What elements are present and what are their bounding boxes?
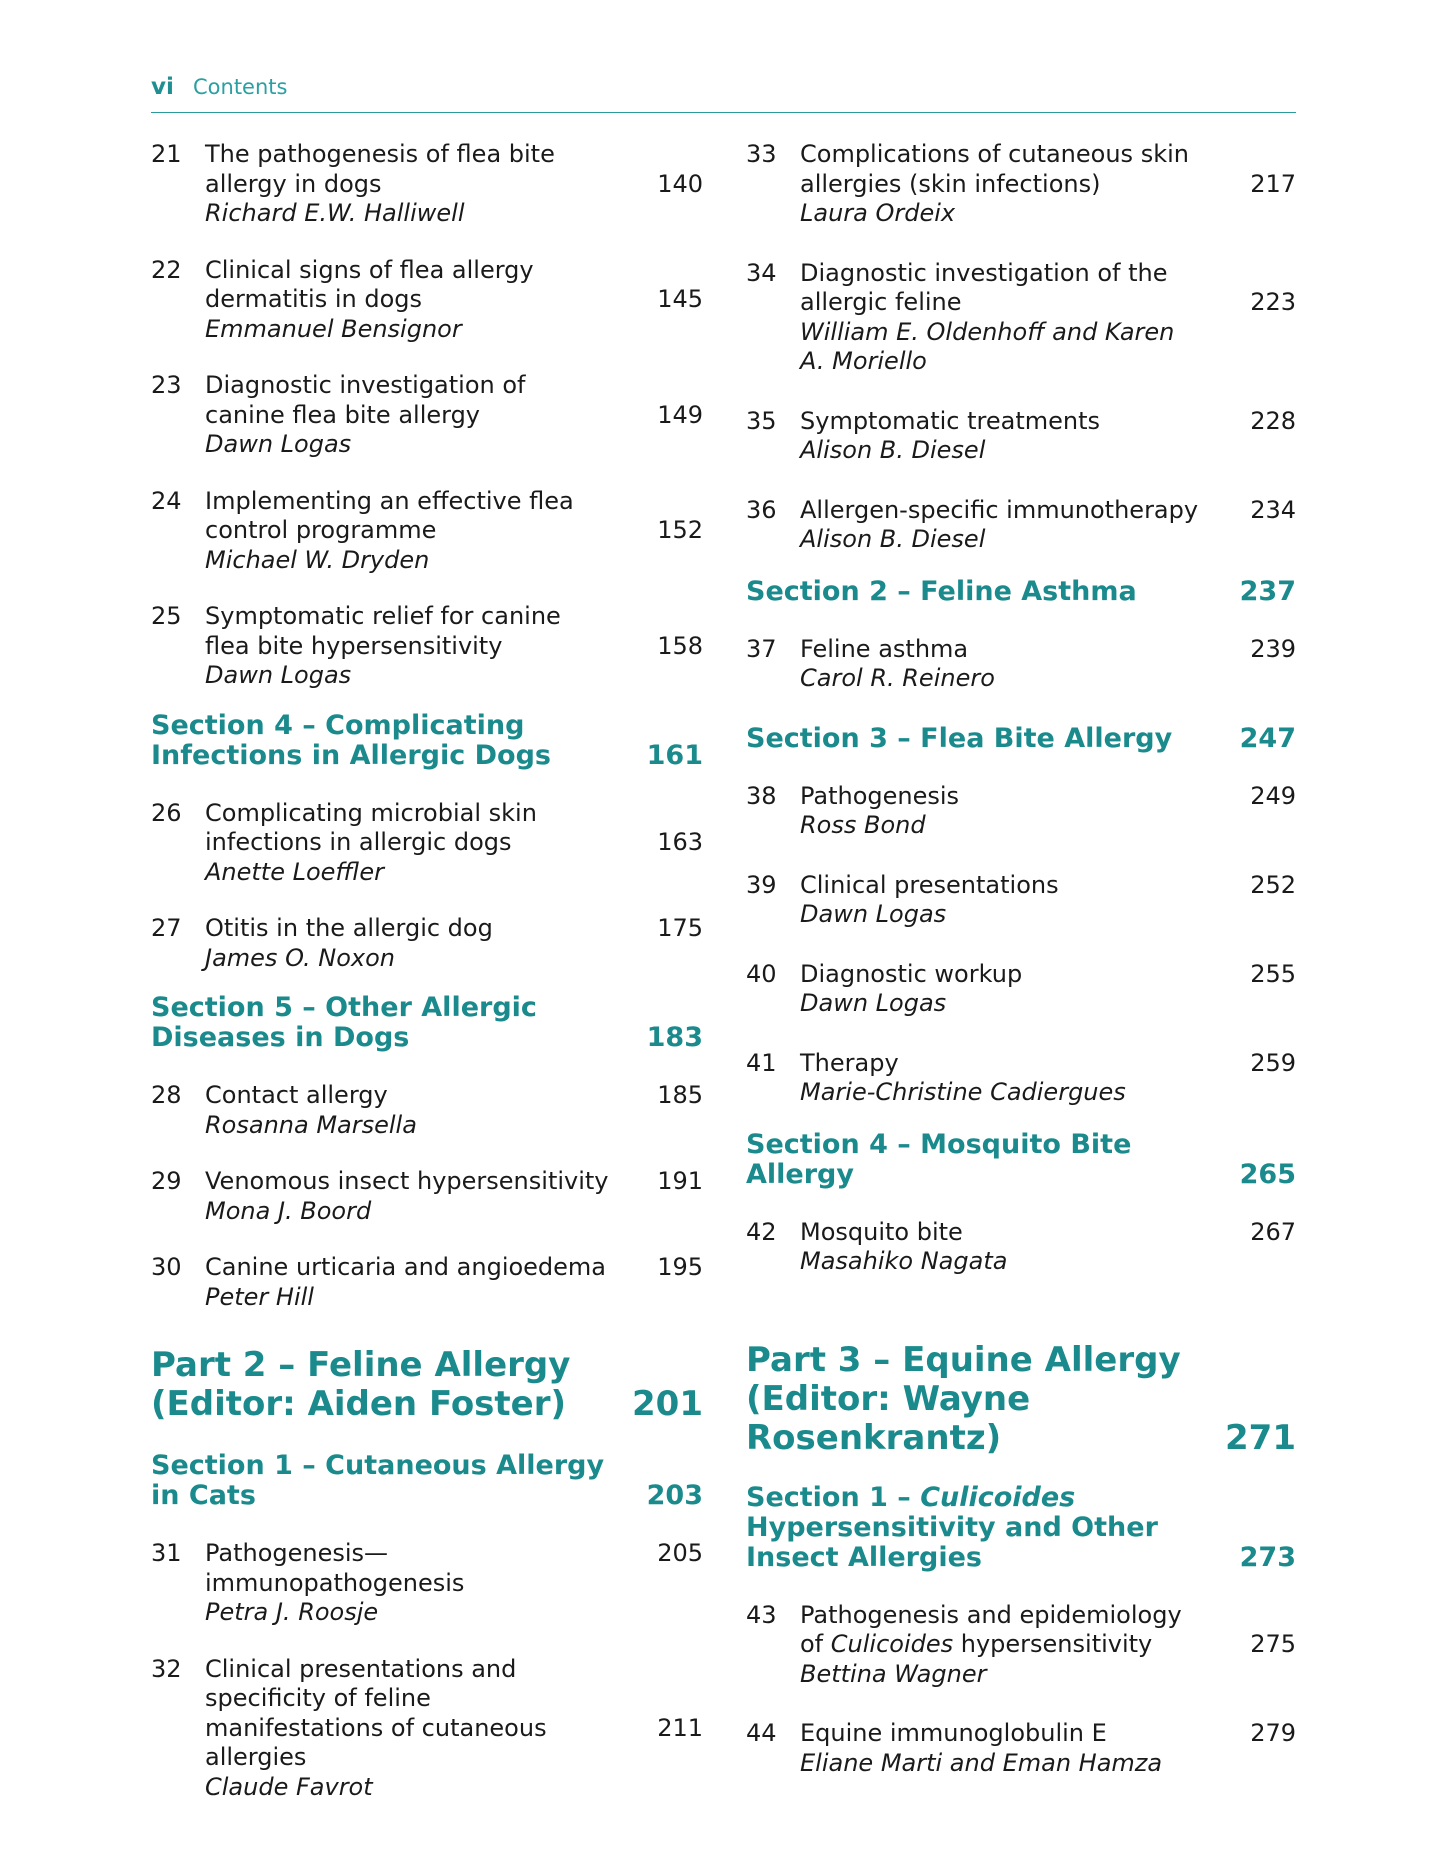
toc-entry[interactable] (151, 914, 703, 973)
section-heading[interactable] (746, 1483, 1296, 1573)
section-title: Section 3 – Flea Bite Allergy (746, 722, 1173, 754)
chapter-title: Feline asthma (800, 634, 969, 663)
entry-body (800, 1049, 1204, 1108)
entry-body (205, 371, 611, 460)
page-ref: 205 (657, 1539, 703, 1567)
chapter-number: 30 (151, 1253, 182, 1281)
toc-entry[interactable] (746, 1719, 1296, 1778)
page-ref: 265 (1239, 1158, 1296, 1190)
chapter-number: 24 (151, 486, 182, 515)
chapter-author: William E. Oldenhoff and Karen A. Moriello (800, 317, 1175, 375)
chapter-author: Rosanna Marsella (205, 1110, 417, 1139)
page-ref: 217 (1250, 169, 1296, 198)
chapter-title: Equine immunoglobulin E (800, 1719, 1107, 1747)
entry-body (800, 140, 1204, 229)
entry-body (800, 960, 1204, 1019)
page-ref: 149 (657, 400, 703, 429)
toc-entry[interactable] (151, 1655, 703, 1803)
page-ref: 247 (1239, 722, 1296, 754)
chapter-author: Bettina Wagner (800, 1659, 987, 1688)
page-ref: 183 (646, 1022, 703, 1053)
entry-body (205, 1253, 611, 1312)
page-ref: 195 (657, 1253, 703, 1281)
page-ref: 185 (657, 1081, 703, 1109)
entry-body (800, 407, 1204, 466)
chapter-author: Dawn Logas (800, 989, 947, 1017)
toc-entry[interactable] (151, 1081, 703, 1140)
toc-entry[interactable] (746, 259, 1296, 377)
chapter-author: Emmanuel Bensignor (205, 314, 462, 343)
chapter-number: 39 (746, 870, 777, 899)
page-ref: 203 (646, 1480, 703, 1511)
page-ref: 228 (1250, 406, 1296, 435)
chapter-author: Richard E.W. Halliwell (205, 199, 465, 227)
page-ref: 163 (657, 828, 703, 856)
toc-entry[interactable] (746, 782, 1296, 841)
section-heading[interactable] (746, 1130, 1296, 1190)
section-heading[interactable] (746, 724, 1296, 754)
page-ref: 191 (657, 1167, 703, 1195)
chapter-title: Contact allergy (205, 1081, 388, 1109)
chapter-title: The pathogenesis of flea bite allergy in dogs (205, 140, 555, 198)
chapter-author: Claude Favrot (205, 1772, 373, 1801)
section-title: Section 2 – Feline Asthma (746, 575, 1137, 607)
toc-entry[interactable] (151, 487, 703, 576)
chapter-author: Dawn Logas (205, 430, 352, 458)
toc-entry[interactable] (151, 799, 703, 888)
chapter-title: Mosquito bite (800, 1217, 963, 1246)
chapter-author: Masahiko Nagata (800, 1247, 1008, 1275)
part-title: Part 2 – Feline Allergy (Editor: Aiden Foster) (151, 1345, 571, 1424)
chapter-title: Symptomatic relief for canine flea bite hypersensitivity (205, 602, 561, 660)
page-ref: 140 (657, 169, 703, 198)
chapter-title: Complicating microbial skin infections in allergic dogs (205, 798, 537, 856)
entry-body (205, 1167, 611, 1226)
chapter-title: Clinical signs of flea allergy dermatitis in dogs (205, 255, 534, 313)
page-ref: 273 (1239, 1541, 1296, 1573)
page-ref: 252 (1250, 870, 1296, 899)
section-title: Section 1 – Culicoides Hypersensitivity and Other Insect Allergies (746, 1481, 1158, 1573)
chapter-title: Implementing an effective flea control programme (205, 486, 574, 544)
entry-body (205, 602, 611, 691)
toc-entry[interactable] (151, 1253, 703, 1312)
toc-entry[interactable] (151, 140, 703, 229)
entry-body (205, 799, 611, 888)
chapter-title: Canine urticaria and angioedema (205, 1253, 607, 1281)
part-heading[interactable] (151, 1346, 703, 1424)
chapter-title: Venomous insect hypersensitivity (205, 1167, 609, 1195)
chapter-title: Pathogenesis and epidemiology of Culicoides hypersensitivity (800, 1600, 1182, 1658)
toc-entry[interactable] (746, 1218, 1296, 1277)
section-heading[interactable] (151, 993, 703, 1053)
chapter-number: 31 (151, 1539, 182, 1567)
section-heading[interactable] (151, 711, 703, 771)
toc-entry[interactable] (151, 1539, 703, 1628)
chapter-author: Eliane Marti and Eman Hamza (800, 1748, 1163, 1777)
entry-body (205, 914, 611, 973)
chapter-number: 33 (746, 140, 777, 168)
section-title: Section 4 – Mosquito Bite Allergy (746, 1128, 1132, 1190)
chapter-title: Therapy (800, 1048, 899, 1077)
page-ref: 158 (657, 631, 703, 660)
page-ref: 237 (1239, 575, 1296, 607)
chapter-number: 28 (151, 1081, 182, 1109)
entry-body (205, 1539, 611, 1628)
toc-entry[interactable] (746, 407, 1296, 466)
section-heading[interactable] (151, 1451, 703, 1511)
chapter-title: Clinical presentations (800, 870, 1059, 899)
chapter-title: Diagnostic investigation of the allergic feline (800, 258, 1168, 316)
page-ref: 275 (1250, 1630, 1296, 1658)
chapter-title: Diagnostic workup (800, 959, 1023, 988)
right-column (746, 140, 1296, 1778)
chapter-title: Otitis in the allergic dog (205, 914, 493, 942)
chapter-number: 43 (746, 1600, 777, 1629)
chapter-author: Dawn Logas (205, 661, 352, 689)
entry-body (800, 1719, 1204, 1778)
chapter-number: 21 (151, 140, 182, 168)
chapter-number: 29 (151, 1167, 182, 1195)
page-ref: 259 (1250, 1048, 1296, 1077)
chapter-number: 34 (746, 258, 777, 287)
chapter-author: Alison B. Diesel (800, 525, 986, 553)
entry-body (205, 140, 611, 229)
chapter-number: 36 (746, 495, 777, 524)
page-ref: 234 (1250, 495, 1296, 524)
chapter-number: 26 (151, 798, 182, 827)
toc-entry[interactable] (151, 371, 703, 460)
chapter-title: Pathogenesis (800, 781, 960, 810)
page-ref: 249 (1250, 781, 1296, 810)
entry-body (205, 256, 611, 345)
toc-entry[interactable] (746, 1601, 1296, 1690)
chapter-author: Dawn Logas (800, 900, 947, 928)
chapter-author: Peter Hill (205, 1282, 314, 1311)
part-title: Part 3 – Equine Allergy (Editor: Wayne Rosenkrantz) (746, 1339, 1181, 1458)
chapter-number: 27 (151, 914, 182, 942)
entry-body (205, 487, 611, 576)
chapter-number: 22 (151, 255, 182, 284)
page-ref: 223 (1250, 288, 1296, 316)
entry-body (205, 1081, 611, 1140)
chapter-number: 44 (746, 1719, 777, 1747)
page-ref: 239 (1250, 634, 1296, 663)
running-header (151, 72, 1296, 113)
toc-entry[interactable] (746, 1049, 1296, 1108)
chapter-number: 35 (746, 406, 777, 435)
chapter-author: Michael W. Dryden (205, 545, 430, 574)
chapter-number: 40 (746, 959, 777, 988)
entry-body (800, 259, 1204, 377)
left-column (151, 140, 703, 1802)
part-heading[interactable] (746, 1341, 1296, 1458)
toc-entry[interactable] (151, 1167, 703, 1226)
page-number: vi (151, 74, 174, 100)
chapter-author: Petra J. Roosje (205, 1598, 379, 1626)
chapter-author: Ross Bond (800, 811, 926, 839)
chapter-author: Mona J. Boord (205, 1196, 372, 1225)
chapter-title: Clinical presentations and specificity of feline manifestations of cutaneous allergies (205, 1654, 547, 1771)
entry-body (800, 871, 1204, 930)
chapter-title: Pathogenesis—immunopathogenesis (205, 1539, 465, 1597)
chapter-number: 25 (151, 602, 182, 630)
chapter-number: 23 (151, 371, 182, 399)
section-title: Section 4 – Complicating Infections in Allergic Dogs (151, 709, 551, 771)
toc-entry[interactable] (746, 140, 1296, 229)
page-ref: 161 (646, 739, 703, 771)
section-title: Section 5 – Other Allergic Diseases in Dogs (151, 992, 537, 1053)
toc-entry[interactable] (746, 871, 1296, 930)
chapter-number: 37 (746, 634, 777, 663)
section-heading[interactable] (746, 577, 1296, 607)
chapter-title: Diagnostic investigation of canine flea bite allergy (205, 371, 526, 429)
section-title: Section 1 – Cutaneous Allergy in Cats (151, 1450, 605, 1511)
chapter-author: Carol R. Reinero (800, 664, 995, 692)
page-ref: 145 (657, 285, 703, 313)
chapter-title: Complications of cutaneous skin allergies (skin infections) (800, 140, 1189, 198)
page-ref: 267 (1250, 1217, 1296, 1246)
running-title: Contents (193, 75, 288, 99)
toc-entry[interactable] (746, 635, 1296, 694)
chapter-author: James O. Noxon (205, 943, 395, 972)
chapter-number: 32 (151, 1654, 182, 1683)
page-ref: 175 (657, 914, 703, 942)
page-ref: 152 (657, 516, 703, 544)
toc-entry[interactable] (151, 256, 703, 345)
chapter-title: Symptomatic treatments (800, 406, 1101, 435)
entry-body (205, 1655, 611, 1803)
page-ref: 279 (1250, 1719, 1296, 1747)
chapter-author: Anette Loeffler (205, 857, 385, 886)
chapter-number: 42 (746, 1217, 777, 1246)
chapter-number: 38 (746, 781, 777, 810)
chapter-author: Marie-Christine Cadiergues (800, 1078, 1126, 1106)
entry-body (800, 635, 1204, 694)
page-ref: 271 (1225, 1417, 1296, 1458)
toc-entry[interactable] (746, 496, 1296, 555)
entry-body (800, 1218, 1204, 1277)
page-ref: 201 (632, 1384, 703, 1424)
entry-body (800, 1601, 1204, 1690)
toc-entry[interactable] (746, 960, 1296, 1019)
entry-body (800, 782, 1204, 841)
chapter-number: 41 (746, 1048, 777, 1077)
page-ref: 255 (1250, 959, 1296, 988)
chapter-author: Alison B. Diesel (800, 436, 986, 464)
page-ref: 211 (657, 1713, 703, 1742)
chapter-title: Allergen-specific immunotherapy (800, 495, 1199, 524)
entry-body (800, 496, 1204, 555)
toc-entry[interactable] (151, 602, 703, 691)
chapter-author: Laura Ordeix (800, 199, 956, 227)
